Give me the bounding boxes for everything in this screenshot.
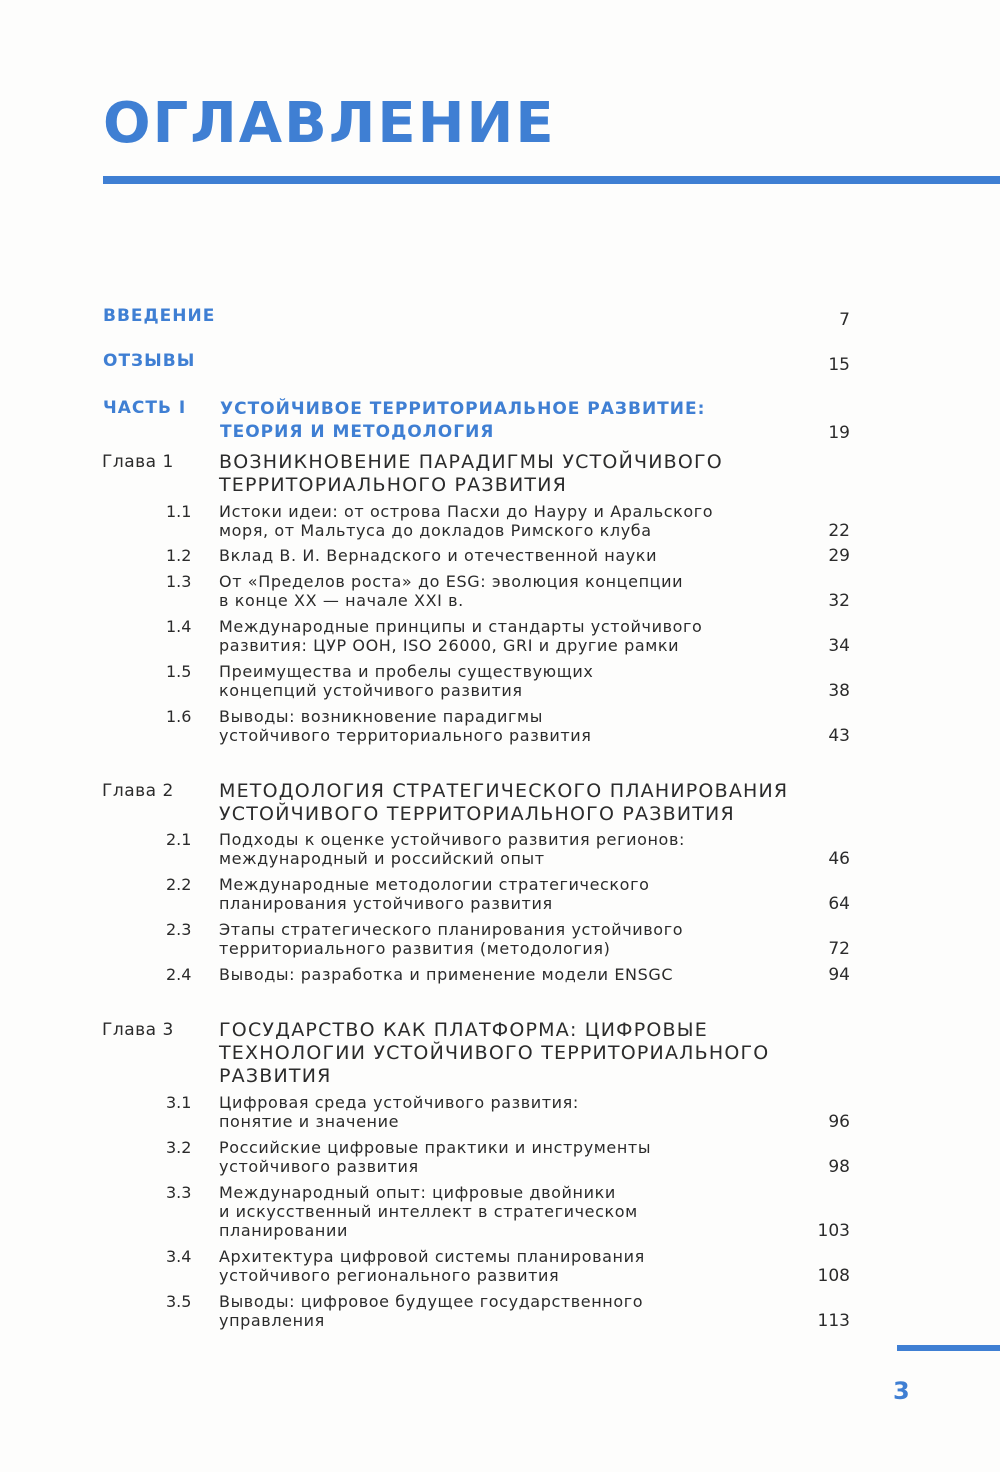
section-number: 3.1 <box>166 1093 192 1112</box>
section-page: 72 <box>828 939 850 959</box>
section-title <box>219 965 809 984</box>
section-title-line: Архитектура цифровой системы планирования <box>219 1247 645 1266</box>
section-title-line: и искусственный интеллект в стратегическом <box>219 1202 638 1221</box>
section-page: 103 <box>817 1221 850 1241</box>
section-page: 108 <box>817 1266 850 1286</box>
section-title <box>219 1138 809 1176</box>
section-title <box>219 617 809 655</box>
chapter-title-line: ВОЗНИКНОВЕНИЕ ПАРАДИГМЫ УСТОЙЧИВОГО <box>219 451 723 473</box>
part-title-line: ТЕОРИЯ И МЕТОДОЛОГИЯ <box>220 422 495 442</box>
intro-label: ВВЕДЕНИЕ <box>103 306 216 326</box>
chapter-title-line: ГОСУДАРСТВО КАК ПЛАТФОРМА: ЦИФРОВЫЕ <box>219 1019 708 1041</box>
section-number: 2.3 <box>166 920 192 939</box>
section-number: 1.6 <box>166 707 192 726</box>
section-title-line: планировании <box>219 1221 348 1240</box>
intro-page: 7 <box>839 310 850 330</box>
chapter-title-line: РАЗВИТИЯ <box>219 1065 332 1087</box>
title-rule <box>103 176 1000 184</box>
section-title-line: Выводы: возникновение парадигмы <box>219 707 543 726</box>
section-page: 34 <box>828 636 850 656</box>
section-title-line: устойчивого регионального развития <box>219 1266 560 1285</box>
section-title-line: моря, от Мальтуса до докладов Римского клуба <box>219 521 652 540</box>
section-title-line: Российские цифровые практики и инструменты <box>219 1138 652 1157</box>
section-title <box>219 502 809 540</box>
section-title-line: Международные методологии стратегического <box>219 875 650 894</box>
section-number: 2.4 <box>166 965 192 984</box>
page-title: ОГЛАВЛЕНИЕ <box>103 91 556 156</box>
section-number: 3.4 <box>166 1247 192 1266</box>
section-page: 29 <box>828 546 850 566</box>
chapter-label: Глава 1 <box>102 452 174 472</box>
chapter-title-line: ТЕРРИТОРИАЛЬНОГО РАЗВИТИЯ <box>219 474 568 496</box>
section-title-line: управления <box>219 1311 325 1330</box>
section-title-line: развития: ЦУР ООН, ISO 26000, GRI и другие рамки <box>219 636 680 655</box>
footer-rule <box>897 1345 1000 1351</box>
section-title <box>219 1292 809 1330</box>
part-page: 19 <box>828 423 850 443</box>
section-title-line: Выводы: разработка и применение модели ENSGC <box>219 965 674 984</box>
section-title-line: От «Пределов роста» до ESG: эволюция концепции <box>219 572 684 591</box>
section-title-line: Международные принципы и стандарты устойчивого <box>219 617 703 636</box>
section-page: 96 <box>828 1112 850 1132</box>
chapter-title <box>219 1019 819 1088</box>
chapter-label: Глава 2 <box>102 781 174 801</box>
section-page: 43 <box>828 726 850 746</box>
section-title-line: понятие и значение <box>219 1112 400 1131</box>
section-number: 2.1 <box>166 830 192 849</box>
section-title-line: устойчивого территориального развития <box>219 726 592 745</box>
section-title-line: Выводы: цифровое будущее государственного <box>219 1292 644 1311</box>
section-title-line: Международный опыт: цифровые двойники <box>219 1183 616 1202</box>
section-title-line: Истоки идеи: от острова Пасхи до Науру и Аральского <box>219 502 714 521</box>
section-title <box>219 572 809 610</box>
section-title <box>219 830 809 868</box>
part-title <box>220 398 780 444</box>
section-page: 46 <box>828 849 850 869</box>
section-number: 1.1 <box>166 502 192 521</box>
section-number: 3.2 <box>166 1138 192 1157</box>
section-number: 2.2 <box>166 875 192 894</box>
section-title <box>219 1093 809 1131</box>
section-title <box>219 1247 809 1285</box>
section-title-line: Подходы к оценке устойчивого развития регионов: <box>219 830 685 849</box>
section-page: 22 <box>828 521 850 541</box>
section-title <box>219 707 809 745</box>
section-page: 38 <box>828 681 850 701</box>
part-label: ЧАСТЬ I <box>103 398 187 418</box>
section-title <box>219 875 809 913</box>
section-title <box>219 1183 809 1240</box>
section-title-line: Вклад В. И. Вернадского и отечественной науки <box>219 546 658 565</box>
section-number: 1.5 <box>166 662 192 681</box>
chapter-title <box>219 780 819 826</box>
section-page: 94 <box>828 965 850 985</box>
chapter-title-line: ТЕХНОЛОГИИ УСТОЙЧИВОГО ТЕРРИТОРИАЛЬНОГО <box>219 1042 770 1064</box>
section-title-line: территориального развития (методология) <box>219 939 611 958</box>
part-title-line: УСТОЙЧИВОЕ ТЕРРИТОРИАЛЬНОЕ РАЗВИТИЕ: <box>220 399 706 419</box>
section-number: 3.5 <box>166 1292 192 1311</box>
section-title-line: Цифровая среда устойчивого развития: <box>219 1093 579 1112</box>
section-title-line: в конце XX — начале XXI в. <box>219 591 464 610</box>
section-title <box>219 546 809 565</box>
section-page: 113 <box>817 1311 850 1331</box>
section-title <box>219 662 809 700</box>
section-number: 1.4 <box>166 617 192 636</box>
chapter-title-line: МЕТОДОЛОГИЯ СТРАТЕГИЧЕСКОГО ПЛАНИРОВАНИЯ <box>219 780 789 802</box>
section-page: 64 <box>828 894 850 914</box>
section-title <box>219 920 809 958</box>
chapter-label: Глава 3 <box>102 1020 174 1040</box>
section-title-line: Этапы стратегического планирования устойчивого <box>219 920 684 939</box>
section-number: 1.2 <box>166 546 192 565</box>
section-page: 98 <box>828 1157 850 1177</box>
section-title-line: Преимущества и пробелы существующих <box>219 662 594 681</box>
page-number: 3 <box>893 1377 910 1405</box>
section-number: 3.3 <box>166 1183 192 1202</box>
section-title-line: планирования устойчивого развития <box>219 894 553 913</box>
reviews-label: ОТЗЫВЫ <box>103 351 196 371</box>
section-title-line: концепций устойчивого развития <box>219 681 523 700</box>
reviews-page: 15 <box>828 355 850 375</box>
section-page: 32 <box>828 591 850 611</box>
chapter-title <box>219 451 819 497</box>
section-number: 1.3 <box>166 572 192 591</box>
section-title-line: международный и российский опыт <box>219 849 545 868</box>
chapter-title-line: УСТОЙЧИВОГО ТЕРРИТОРИАЛЬНОГО РАЗВИТИЯ <box>219 803 735 825</box>
section-title-line: устойчивого развития <box>219 1157 419 1176</box>
